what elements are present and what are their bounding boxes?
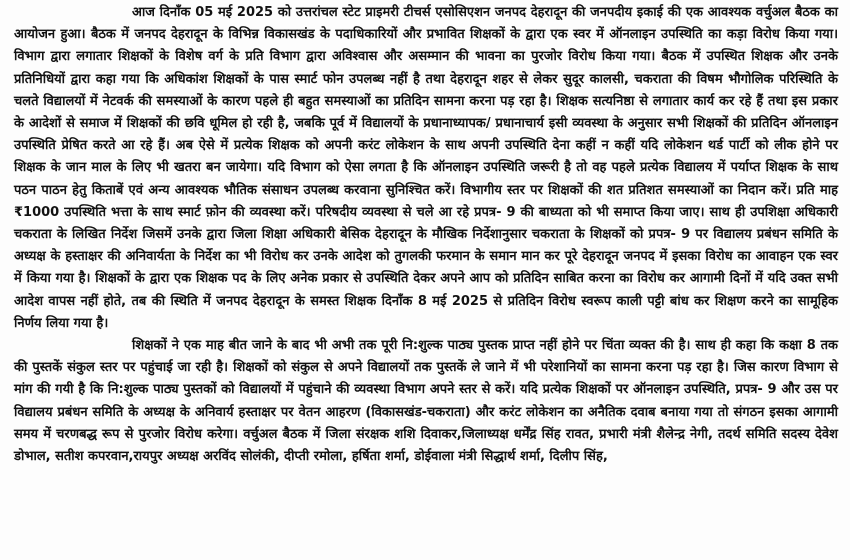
document-paragraph-1: आज दिनाँक 05 मई 2025 को उत्तरांचल स्टेट प्राइमरी टीचर्स एसोसिएशन जनपद देहरादून की जनपदीय इकाई की एक आवश्यक वर्चुअल बैठक का आयोजन हुआ। बैठक में जनपद देहरादून के विभिन्न विकासखंड के पदाधिकारियों और प्रभावित शिक्षकों के द्वारा एक स्वर में ऑनलाइन उपस्थिति का कड़ा विरोध किया गया। विभाग द्वारा लगातार शिक्षकों के विशेष वर्ग के प्रति विभाग द्वारा अविश्वास और असम्मान की भावना का पुरजोर विरोध किया गया। बैठक में उपस्थित शिक्षक और उनके प्रतिनिधियों द्वारा कहा गया कि अधिकांश शिक्षकों के पास स्मार्ट फोन उपलब्ध नहीं है तथा देहरादून शहर से लेकर सुदूर कालसी, चकराता की विषम भौगोलिक परिस्थिति के चलते विद्यालयों में नेटवर्क की समस्याओं के कारण पहले ही बहुत समस्याओं का प्रतिदिन सामना करना पड़ रहा है। शिक्षक सत्यनिष्ठा से लगातार कार्य कर रहे हैं तथा इस प्रकार के आदेशों से समाज में शिक्षकों की छवि धूमिल हो रही है, जबकि पूर्व में विद्यालयों के प्रधानाध्यापक/ प्रधानाचार्य इसी व्यवस्था के अनुसार सभी शिक्षकों की प्रतिदिन ऑनलाइन उपस्थिति प्रेषित करते आ रहे हैं। अब ऐसे में प्रत्येक शिक्षक को अपनी करंट लोकेशन के साथ अपनी उपस्थिति देना कहीं न कहीं यदि लोकेशन थर्ड पार्टी को लीक होने पर शिक्षक के जान माल के लिए भी खतरा बन जायेगा। यदि विभाग को ऐसा लगता है कि ऑनलाइन उपस्थिति जरूरी है तो वह पहले प्रत्येक विद्यालय में पर्याप्त शिक्षक के साथ पठन पाठन हेतु किताबें एवं अन्य आवश्यक भौतिक संसाधन उपलब्ध करवाना सुनिश्चित करें। विभागीय स्तर पर शिक्षकों की शत प्रतिशत समस्याओं का निदान करें। प्रति माह ₹1000 उपस्थिति भत्ता के साथ स्मार्ट फ़ोन की व्यवस्था करें। परिषदीय व्यवस्था से चले आ रहे प्रपत्र- 9 की बाध्यता को भी समाप्त किया जाए। साथ ही उपशिक्षा अधिकारी चकराता के लिखित निर्देश जिसमें उनके द्वारा जिला शिक्षा अधिकारी बेसिक देहरादून के मौखिक निर्देशानुसार चकराता के शिक्षकों को प्रपत्र- 9 पर विद्यालय प्रबंधन समिति के अध्यक्ष के हस्ताक्षर की अनिवार्यता के निर्देश का भी विरोध कर उनके आदेश को तुगलकी फरमान के समान मान कर पूरे देहरादून जनपद में इसका विरोध का आवाहन एक स्वर में किया गया है। शिक्षकों के द्वारा एक शिक्षक पद के लिए अनेक प्रकार से उपस्थिति देकर अपने आप को प्रतिदिन साबित करना का विरोध कर आगामी दिनों में यदि उक्त सभी आदेश वापस नहीं होते, तब की स्थिति में जनपद देहरादून के समस्त शिक्षक दिनाँक 8 मई 2025 से प्रतिदिन विरोध स्वरूप काली पट्टी बांध कर शिक्षण करने का सामूहिक निर्णय लिया गया है। [14, 5, 838, 331]
document-paragraph-2: शिक्षकों ने एक माह बीत जाने के बाद भी अभी तक पूरी नि:शुल्क पाठ्य पुस्तक प्राप्त नहीं होने पर चिंता व्यक्त की है। साथ ही कहा कि कक्षा 8 तक की पुस्तकें संकुल स्तर पर पहुंचाई जा रही है। शिक्षकों को संकुल से अपने विद्यालयों तक पुस्तकें ले जाने में भी परेशानियों का सामना करना पड़ रहा है। जिस कारण विभाग से मांग की गयी है कि नि:शुल्क पाठ्य पुस्तकों को विद्यालयों में पहुंचाने की व्यवस्था विभाग अपने स्तर से करें। यदि प्रत्येक शिक्षकों पर ऑनलाइन उपस्थिति, प्रपत्र- 9 और उस पर विद्यालय प्रबंधन समिति के अध्यक्ष के अनिवार्य हस्ताक्षर पर वेतन आहरण (विकासखंड-चकराता) और करंट लोकेशन का अनैतिक दवाब बनाया गया तो संगठन इसका आगामी समय में चरणबद्ध रूप से पुरजोर विरोध करेगा। वर्चुअल बैठक में जिला संरक्षक शशि दिवाकर,जिलाध्यक्ष धर्मेंद्र सिंह रावत, प्रभारी मंत्री शैलेन्द्र नेगी, तदर्थ समिति सदस्य देवेश डोभाल, सतीश कपरवान,रायपुर अध्यक्ष अरविंद सोलंकी, दीप्ती रमोला, हर्षिता शर्मा, डोईवाला मंत्री सिद्धार्थ शर्मा, दिलीप सिंह, [14, 338, 838, 465]
document-body [14, 2, 838, 468]
